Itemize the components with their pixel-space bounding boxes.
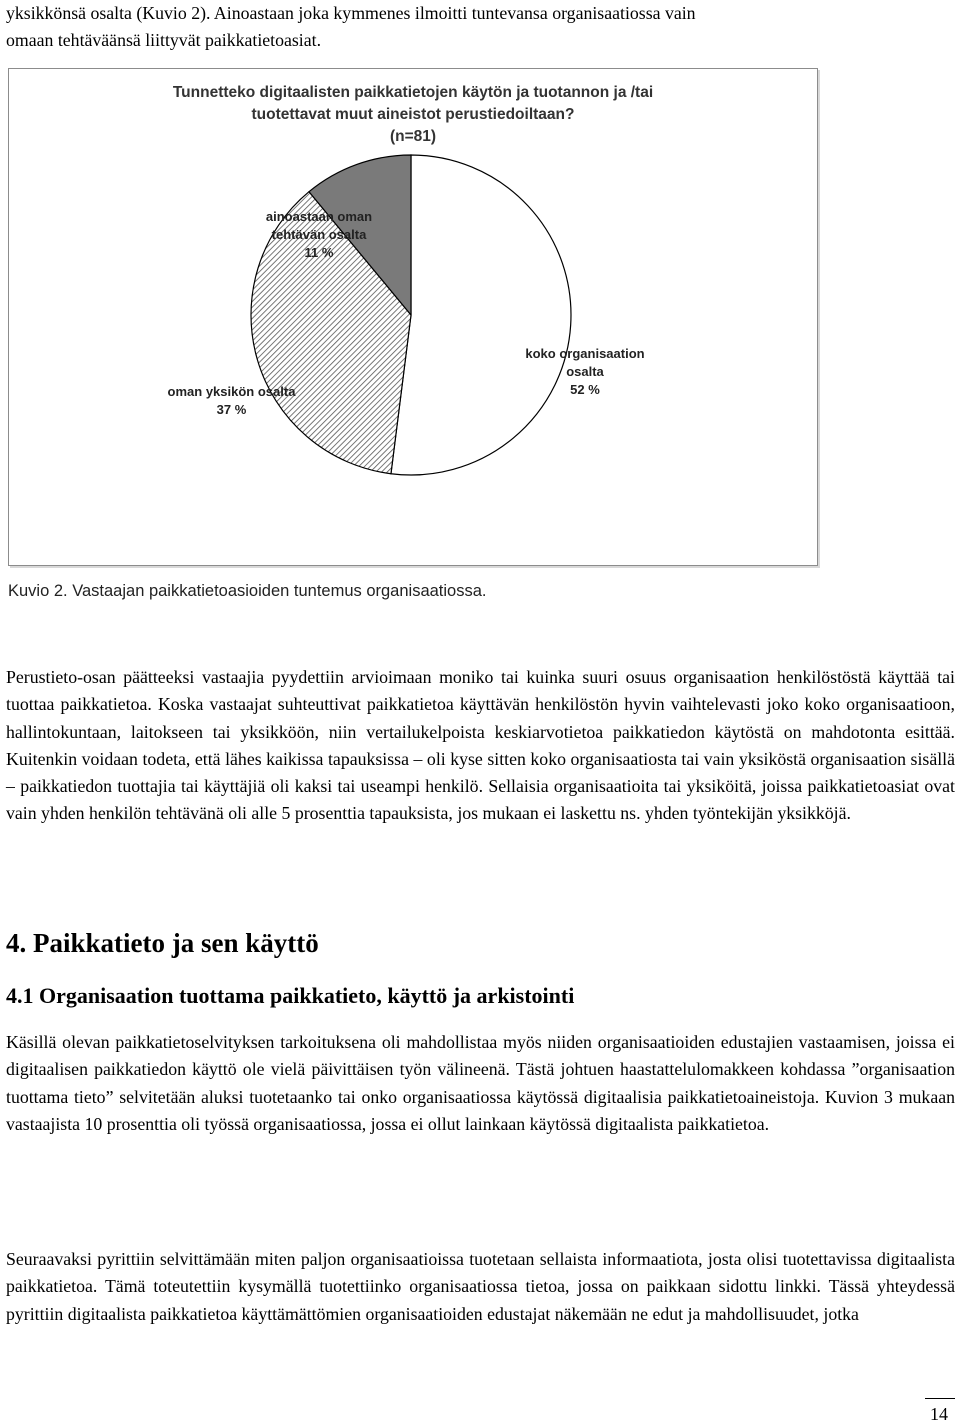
slice-label-unit-value: 37 % [216,402,247,417]
paragraph-3: Seuraavaksi pyrittiin selvittämään miten paljon organisaatioissa tuotetaan sellaista informaatiota, josta olisi tuotettavissa digitaalista paikkatietoa. Tämä toteutettiin kysymällä tuotettiinko organisaatiossa tietoa, jossa on paikkaan sidottu linkki. Tässä yhteydessä pyrittiin digitaalista paikkatietoa käyttämättömien organisaatioiden edustajat näkemään ne edut ja mahdollisuudet, jotka [6,1249,955,1324]
page-number: 14 [930,1404,948,1424]
subsection-heading: 4.1 Organisaation tuottama paikkatieto, käyttö ja arkistointi [6,983,575,1008]
slice-organisation [391,155,571,475]
paragraph-1: Perustieto-osan päätteeksi vastaajia pyydettiin arvioimaan moniko tai kuinka suuri osuus organisaation henkilöstöstä käyttää tai tuottaa paikkatietoa. Koska vastaajat suhteuttivat paikkatietoa käyttävän henkilöstön hyvin vaihtelevasti joko koko organisaatioon, hallintokuntaan, laitokseen tai yksikköön, niin vertailukelpoista keskiarvotietoa paikkatiedon käytöstä on mahdotonta esittää. Kuitenkin voidaan todeta, että lähes kaikissa tapauksissa – oli kyse sitten koko organisaatiosta tai vain yksiköstä organisaation sisällä – paikkatiedon tuottajia tai käyttäjiä oli kaksi tai useampi henkilö. Sellaisia organisaatioita tai yksiköitä, joissa paikkatietoasiat ovat vain yhden henkilön tehtävänä oli alle 5 prosenttia tapauksista, jos mukaan ei laskettu ns. yhden työntekijän yksikköjä. [6,667,955,824]
section-heading: 4. Paikkatieto ja sen käyttö [6,928,319,958]
slice-label-unit-line-1: oman yksikön osalta [167,384,296,399]
chart-title-line-2: tuotettavat muut aineistot perustiedoiltaan? [251,106,575,123]
slice-label-organisation-line-1: koko organisaation [525,346,645,361]
chart-frame [8,68,818,566]
chart-subtitle: (n=81) [389,128,437,145]
slice-label-organisation-line-2: osalta [566,364,604,379]
slice-label-organisation [505,345,665,399]
page-number-rule [925,1398,955,1399]
slice-label-own-task [254,208,384,262]
pie-chart [9,69,817,565]
intro-line-2: omaan tehtäväänsä liittyvät paikkatietoasiat. [6,30,322,50]
slice-label-own-task-line-1: ainoastaan oman [265,209,373,224]
chart-title-line-1: Tunnetteko digitaalisten paikkatietojen käytön ja tuotannon ja /tai [172,84,654,101]
slice-label-organisation-value: 52 % [570,382,600,397]
figure-caption: Kuvio 2. Vastaajan paikkatietoasioiden tuntemus organisaatiossa. [8,582,487,600]
intro-line-1: yksikkönsä osalta (Kuvio 2). Ainoastaan joka kymmenes ilmoitti tuntevansa organisaatiossa vain [6,3,696,23]
paragraph-2: Käsillä olevan paikkatietoselvityksen tarkoituksena oli mahdollistaa myös niiden organisaatioiden edustajien vastaamisen, joissa ei digitaalisen paikkatiedon käyttö ole vielä päivittäisen työn välineenä. Tästä johtuen haastattelulomakkeen kohdassa ”organisaation tuottama tieto” selvitetään aluksi tuotetaanko tai onko organisaatiossa käytössä digitaalisia paikkatietoaineistoja. Kuvion 3 mukaan vastaajista 10 prosenttia oli työssä organisaatiossa, jossa ei ollut lainkaan käytössä digitaalista paikkatietoa. [6,1032,955,1134]
slice-label-unit [159,383,304,419]
slice-label-own-task-line-2: tehtävän osalta [271,227,367,242]
slice-label-own-task-value: 11 % [304,245,334,260]
